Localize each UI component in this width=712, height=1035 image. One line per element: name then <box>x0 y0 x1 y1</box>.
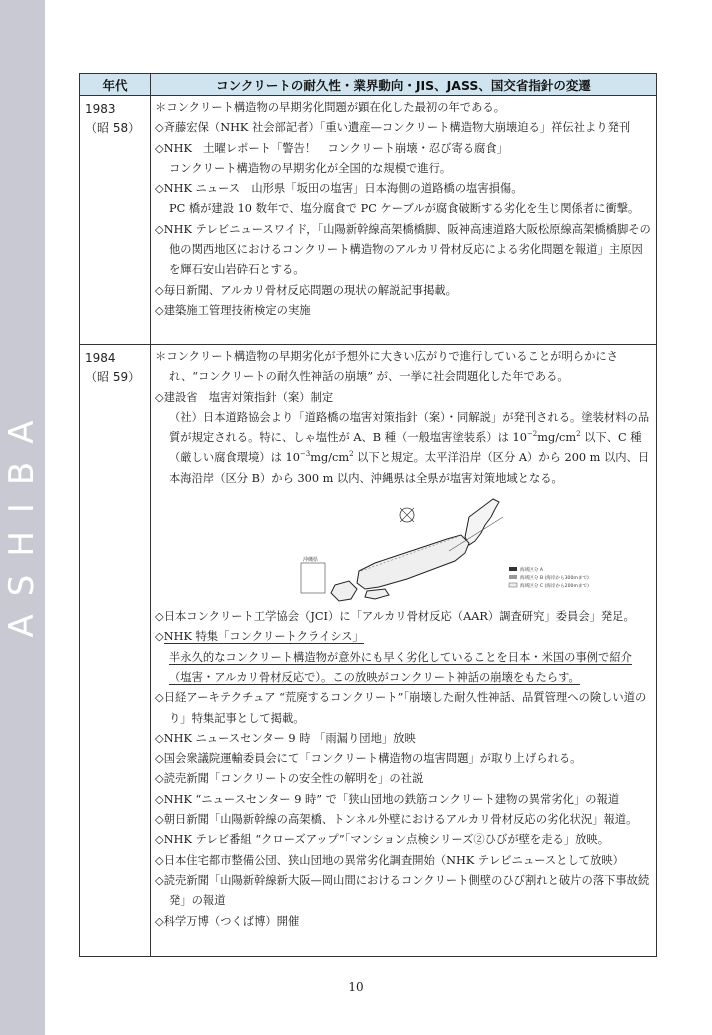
history-table <box>79 73 657 957</box>
event-text: コンクリート構造物の早期劣化が予想外に大きい広がりで進行していることが明らかにされ、“コンクリートの耐久性神話の崩壊” が、一挙に社会問題化した年である。 <box>166 350 618 384</box>
event-item <box>155 830 653 850</box>
event-item <box>155 388 653 408</box>
event-list <box>155 347 653 408</box>
event-item <box>155 688 653 729</box>
table-row-1984 <box>80 345 657 957</box>
event-text: 建築施工管理技術検定の実施 <box>163 303 311 317</box>
event-text: 日経アーキテクチュア “荒廃するコンクリート”「崩壊した耐久性神話、品質管理への険しい道のり」特集記事として掲載。 <box>163 691 647 725</box>
page-number: 10 <box>348 980 364 994</box>
event-text: NHK “ニュースセンター 9 時” で「狭山団地の鉄筋コンクリート建物の異常劣化」の報道 <box>163 792 620 806</box>
event-item <box>155 118 653 138</box>
map-legend-c: 海域区分 C (海岸から200mまで) <box>520 584 589 590</box>
event-item <box>155 220 653 281</box>
events-cell <box>151 345 657 957</box>
event-text: NHK 特集「コンクリートクライシス」 <box>163 630 364 644</box>
header-title: コンクリートの耐久性・業界動向・JIS、JASS、国交省指針の変遷 <box>151 74 657 96</box>
event-text: 国会衆議院運輸委員会にて「コンクリート構造物の塩害問題」が取り上げられる。 <box>163 752 582 766</box>
event-text: 半永久的なコンクリート構造物が意外にも早く劣化していることを日本・米国の事例で紹介（塩害・アルカリ骨材反応で）。この放映がコンクリート神話の崩壊をもたらす。 <box>169 650 632 684</box>
year-cell <box>80 345 151 957</box>
event-text: 斉藤宏保（NHK 社会部記者）「重い遺産—コンクリート構造物大崩壊迫る」祥伝社より発刊 <box>163 121 631 135</box>
event-text: 日本コンクリート工学協会（JCI）に「アルカリ骨材反応（AAR）調査研究」委員会」発足。 <box>163 610 635 624</box>
event-list <box>155 98 653 321</box>
event-item <box>155 159 653 179</box>
year-label: 1983 <box>85 102 116 116</box>
event-item <box>155 749 653 769</box>
event-text: NHK 土曜レポート「警告！ コンクリート崩壊・忍び寄る腐食」 <box>163 141 508 155</box>
event-item <box>155 301 653 321</box>
year-label: 1984 <box>85 351 116 365</box>
table-row-1983 <box>80 96 657 345</box>
event-text: NHK テレビ番組 “クローズアップ”「マンション点検シリーズ②ひびが壁を走る」放映。 <box>163 833 609 847</box>
event-item <box>155 912 653 932</box>
event-item <box>155 139 653 159</box>
event-item <box>155 281 653 301</box>
sidebar-brand: ASHIBA <box>2 402 42 638</box>
event-text: コンクリート構造物の早期劣化問題が顕在化した最初の年である。 <box>166 101 505 114</box>
map-inset-label: 沖縄県 <box>303 557 319 564</box>
event-text: 読売新聞「山陽新幹線新大阪—岡山間におけるコンクリート側壁のひび割れと破片の落下事故続発」の報道 <box>163 873 650 908</box>
header-era: 年代 <box>80 74 151 96</box>
event-item <box>155 769 653 789</box>
event-item <box>155 98 653 118</box>
event-item <box>155 627 653 647</box>
event-item <box>155 347 653 388</box>
event-item <box>155 179 653 199</box>
event-text: PC 橋が建設 10 数年で、塩分腐食で PC ケーブルが腐食破断する劣化を生じ関係者に衝撃。 <box>169 202 640 216</box>
map-legend-b: 海域区分 B (海岸から300mまで) <box>520 576 589 582</box>
event-item <box>155 607 653 627</box>
salt-zone-map <box>299 493 589 605</box>
salt-guideline-text: （社）日本道路協会より「道路橋の塩害対策指針（案）・同解説」が発刊される。塗装材料の品質が規定される。特に、しゃ塩性が A、B 種（一般塩害塗装系）は $10^{-2}mg/cm^2$ 以下、C 種（厳しい腐食環境）は $10^{-3}mg/cm^2$ 以下と規定。太平洋沿岸（区分 A）から 200 m 以内、日本海沿岸（区分 B）から 300 m 以内、沖縄県は全県が塩害対策地域となる。 <box>169 410 650 485</box>
era-label: （昭 59） <box>85 370 141 384</box>
event-list <box>155 607 653 932</box>
event-item <box>155 790 653 810</box>
sidebar-band <box>0 0 45 1035</box>
year-cell <box>80 96 151 345</box>
event-item <box>155 851 653 871</box>
event-text: 建設省 塩害対策指針（案）制定 <box>163 390 334 404</box>
event-text: NHK ニュースセンター 9 時 「雨漏り団地」放映 <box>163 731 416 745</box>
event-item <box>155 648 653 689</box>
japan-map-figure <box>299 493 589 605</box>
era-label: （昭 58） <box>85 121 141 135</box>
event-text: 読売新聞「コンクリートの安全性の解明を」の社説 <box>163 772 424 786</box>
event-item <box>155 199 653 219</box>
map-legend-a: 海域区分 A <box>520 568 543 574</box>
event-text: 朝日新聞「山陽新幹線の高架橋、トンネル外壁におけるアルカリ骨材反応の劣化状況」報道。 <box>163 813 638 827</box>
event-item <box>155 729 653 749</box>
event-text: NHK テレビニュースワイド，「山陽新幹線高架橋橋脚、阪神高速道路大阪松原線高架橋橋脚その他の関西地区におけるコンクリート構造物のアルカリ骨材反応による劣化問題を報道」主原因を輝石安山岩砕石とする。 <box>163 222 651 277</box>
event-item <box>155 871 653 912</box>
event-text: コンクリート構造物の早期劣化が全国的な規模で進行。 <box>169 161 452 175</box>
event-text: NHK ニュース 山形県「坂田の塩害」日本海側の道路橋の塩害損傷。 <box>163 182 523 196</box>
event-text: 科学万博（つくば博）開催 <box>163 914 300 928</box>
event-text: 毎日新聞、アルカリ骨材反応問題の現状の解説記事掲載。 <box>163 283 457 297</box>
table-header-row <box>80 74 657 96</box>
events-cell <box>151 96 657 345</box>
event-item <box>155 810 653 830</box>
event-text: 日本住宅都市整備公団、狭山団地の異常劣化調査開始（NHK テレビニュースとして放映） <box>163 853 624 867</box>
